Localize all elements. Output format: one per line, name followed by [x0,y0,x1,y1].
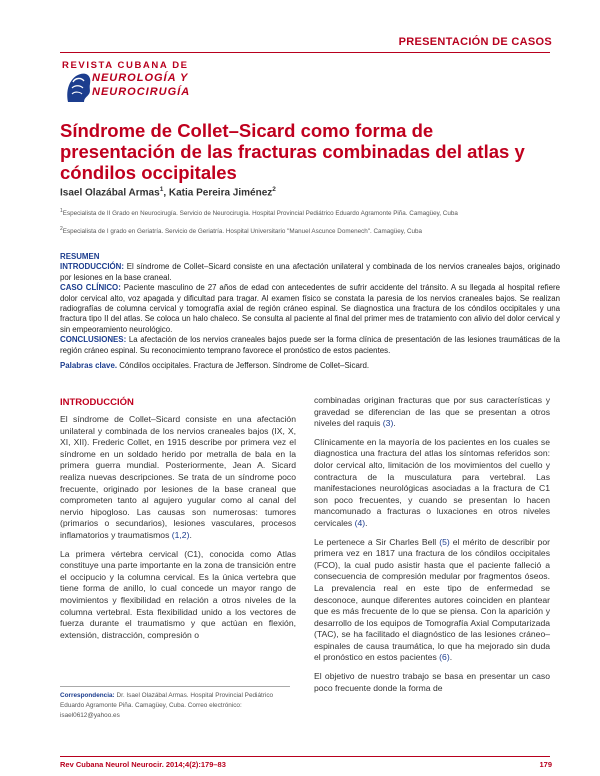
abstract [60,252,560,356]
right-paragraph-1-end: . [393,418,396,429]
reference-link[interactable]: (1,2) [171,529,190,540]
abstract-conclusions-label: CONCLUSIONES: [60,335,127,345]
logo-line-3: NEUROCIRUGÍA [92,86,191,98]
author-1-sup: 1 [159,186,164,193]
abstract-case-text: Paciente masculino de 27 años de edad con antecedentes de sufrir accidente del tránsito. A su llegada al hospital refiere dolor cervical alto, voz apagada y dificultad para tragar. Al examen físico se constata la paresia de los nervios craneales bajos. Se realizan radiografías de columna cervical y tomografía axial de región cráneo espinal. Se diagnostica una fractura de los cóndilos occipitales y una fractura tipo II del atlas. Se coloca un halo chaleco. Se consulta al paciente al final del primer mes de tratamiento con alivio del dolor cervical y sin empeoramiento neurológico. [60,283,560,334]
right-paragraph-1 [314,395,550,430]
keywords-text: Cóndilos occipitales. Fractura de Jefferson. Síndrome de Collet–Sicard. [117,361,370,370]
page-number: 179 [539,760,552,769]
right-paragraph-3-text-a: Le pertenece a Sir Charles Bell [314,536,440,547]
right-column [314,395,550,701]
footer-rule [60,756,550,757]
left-paragraph-1-end: . [189,529,192,540]
right-paragraph-2-end: . [365,517,368,528]
article-title: Síndrome de Collet–Sicard como forma de presentación de las fracturas combinadas del atlas y cóndilos occipitales [60,120,525,183]
author-separator: , [163,187,169,199]
keywords-label: Palabras clave. [60,361,118,370]
correspondence-label: Correspondencia: [60,692,115,699]
header-rule [60,52,550,53]
reference-link[interactable]: (6) [439,652,450,663]
reference-link[interactable]: (4) [354,517,366,528]
author-2: Katia Pereira Jiménez [168,187,273,199]
right-paragraph-1-text: combinadas originan fracturas que por sus características y gravedad se diferencian de las que se presentan a otros niveles del raquis [314,395,550,429]
authors [60,186,276,198]
logo-line-2: NEUROLOGÍA Y [92,72,189,84]
reference-link[interactable]: (3) [382,418,394,429]
correspondence-text: Dr. Isael Olazábal Armas. Hospital Provincial Pediátrico Eduardo Agramonte Piña. Camagüey, Cuba. Correo electrónico: isael0612@yahoo.es [60,692,274,719]
section-label: PRESENTACIÓN DE CASOS [398,36,552,48]
right-paragraph-3-end: . [449,652,453,663]
left-paragraph-1 [60,414,296,542]
abstract-case-label: CASO CLÍNICO: [60,283,121,293]
correspondence-box [60,686,290,721]
affiliation-1-text: Especialista de II Grado en Neurocirugía. Servicio de Neurocirugía. Hospital Provincial Pediátrico Eduardo Agramonte Piña. Camagüey, Cuba [62,210,458,218]
keywords [60,361,560,370]
abstract-intro-label: INTRODUCCIÓN: [60,262,124,272]
author-2-sup: 2 [272,186,276,193]
affiliation-1 [60,207,550,218]
right-paragraph-2 [314,437,550,530]
author-1: Isael Olazábal Armas [60,187,160,199]
footer-citation: Rev Cubana Neurol Neurocir. 2014;4(2):179–83 [60,760,226,769]
affiliation-2-text: Especialista de I grado en Geriatría. Servicio de Geriatría. Hospital Universitario "Manuel Ascunce Domenech". Camagüey, Cuba [62,228,423,236]
affiliation-2-sup: 2 [60,226,63,232]
abstract-intro-text: El síndrome de Collet–Sicard consiste en una afectación unilateral y combinada de los nervios craneales bajos, originado por lesiones en la base craneal. [60,262,560,282]
affiliation-2 [60,225,550,236]
right-paragraph-4: El objetivo de nuestro trabajo se basa en presentar un caso poco frecuente donde la forma de [314,671,550,693]
left-paragraph-1-text: El síndrome de Collet–Sicard consiste en una afectación unilateral y combinada de los nervios craneales bajos (IX, X, XI, XII). Frederic Collet, en 1915 describe por primera vez el síndrome en un soldado herido por metralla de bala en la primera guerra mundial. Posteriormente, Jean A. Sicard realiza nuevas descripciones. Se trata de un síndrome poco frecuente, originado por lesiones de la base craneal que comprometen tanto al agujero yugular como al canal del nervio hipogloso. Las causas son numerosas: tumores (primarios o secundarios), lesiones vasculares, procesos inflamatorios y traumatismos [60,414,296,540]
reference-link[interactable]: (5) [439,536,450,547]
intro-heading: INTRODUCCIÓN [60,397,134,408]
right-paragraph-3 [314,537,550,665]
logo-line-1: REVISTA CUBANA DE [62,60,189,71]
affiliation-1-sup: 1 [60,208,63,214]
left-column [60,414,296,648]
abstract-heading: RESUMEN [60,252,100,261]
journal-logo [62,58,212,106]
left-paragraph-2: La primera vértebra cervical (C1), conocida como Atlas constituye una parte importante en la zona de transición entre el occipucio y la columna cervical. Es la única vertebra que tiene forma de anillo, lo cual concede un mayor rango de movimientos y flexibilidad en relación a otros niveles de la columna vertebral. Esta flexibilidad unido a los vectores de fuerza durante el traumatismo y que actúan en flexión, extensión, distracción, compresión o [60,548,296,640]
right-paragraph-2-text: Clínicamente en la mayoría de los pacientes en los cuales se diagnostica una fractura del atlas los síntomas referidos son: dolor cervical alto, limitación de los movimientos del cuello y contractura de la musculatura para vertebral. Las manifestaciones neurológicas asociadas a la fractura de C1 son poco frecuentes, y cuando se presentan lo hacen mancomunado a fracturas o luxaciones en otros niveles cervicales [314,436,550,528]
abstract-conclusions-text: La afectación de los nervios craneales bajos puede ser la forma clínica de presentación de las lesiones traumáticas de la región cráneo espinal. Su reconocimiento temprano favorece el pronóstico de estos pacientes. [60,335,560,355]
right-paragraph-3-text-b: el mérito de describir por primera vez en 1817 una fractura de los cóndilos occipitales (FCO), la cual pudo asistir hasta que el paciente falleció a consecuencia de compresión medular por fragmentos óseos. La prevalencia real en este tipo de enfermedad se desconoce, aunque diferentes autores coinciden en plantear que es más frecuente de lo que se piensa. Con la aparición y desarrollo de los equipos de Tomografía Axial Computarizada (TAC), se ha facilitado el diagnóstico de las lesiones cráneo–espinales de causa traumática, lo que ha mejorado sin duda el pronóstico en estos pacientes [314,536,550,663]
